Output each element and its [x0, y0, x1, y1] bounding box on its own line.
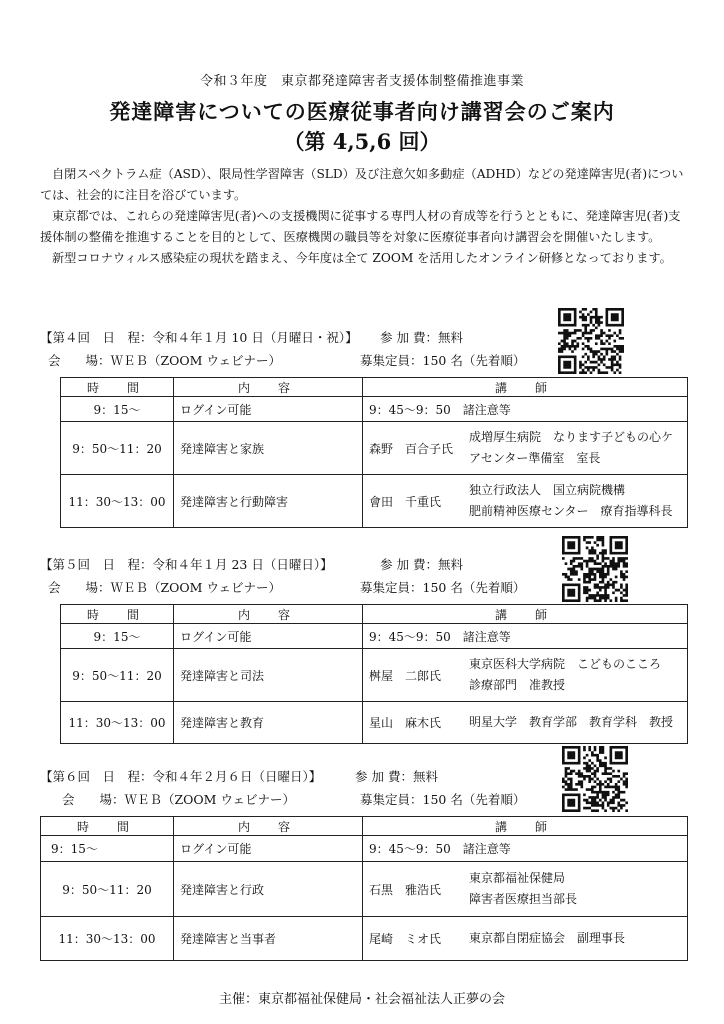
content-cell: 発達障害と行政 — [174, 862, 363, 917]
speaker-name: 石黒 雅浩氏 — [369, 882, 442, 897]
speaker-cell — [363, 649, 688, 702]
speaker-affiliation: 東京都自閉症協会 副理事長 — [469, 931, 626, 945]
speaker-name: 星山 麻木氏 — [369, 716, 442, 730]
time-cell: 9：15～ — [61, 397, 174, 422]
speaker-header: 講 師 — [363, 817, 688, 836]
speaker-cell: 9：45～9：50 諸注意等 — [363, 397, 688, 422]
capacity-label: 募集定員：150 名（先着順） — [360, 580, 526, 595]
intro-paragraph: 新型コロナウィルス感染症の現状を踏まえ、今年度は全て ZOOM を活用したオンライン研修となっております。 — [52, 251, 672, 265]
speaker-affiliation: 明星大学 教育学部 教育学科 教授 — [469, 715, 674, 729]
time-header: 時 間 — [61, 605, 174, 624]
speaker-cell — [363, 917, 688, 961]
speaker-name: 尾崎 ミオ氏 — [369, 932, 442, 946]
table-row — [41, 836, 688, 862]
venue-label: 会 場：ＷＥＢ（ZOOM ウェビナー） — [48, 353, 281, 368]
speaker-cell: 9：45～9：50 諸注意等 — [363, 624, 688, 649]
time-cell: 11：30～13：00 — [61, 702, 174, 744]
schedule-table — [60, 377, 688, 528]
speaker-cell — [363, 422, 688, 475]
speaker-affiliation: 独立行政法人 国立病院機構 肥前精神医療センター 療育指導科長 — [469, 483, 673, 518]
session-heading: 【第６回 日 程：令和４年２月６日（日曜日）】 — [40, 769, 322, 784]
time-cell: 9：50～11：20 — [61, 649, 174, 702]
content-cell: 発達障害と行動障害 — [174, 475, 363, 528]
organizer-footer: 主催：東京都福祉保健局・社会福祉法人正夢の会 — [218, 992, 505, 1007]
content-cell: 発達障害と司法 — [174, 649, 363, 702]
time-cell: 9：50～11：20 — [61, 422, 174, 475]
content-header: 内 容 — [174, 378, 363, 397]
table-row — [61, 702, 688, 744]
capacity-label: 募集定員：150 名（先着順） — [360, 792, 526, 807]
table-row — [61, 422, 688, 475]
venue-label: 会 場：ＷＥＢ（ZOOM ウェビナー） — [62, 792, 295, 807]
fee-label: 参 加 費：無料 — [380, 330, 463, 345]
table-row — [61, 397, 688, 422]
speaker-name: 森野 百合子氏 — [369, 441, 454, 456]
table-row — [61, 475, 688, 528]
time-cell: 11：30～13：00 — [61, 475, 174, 528]
table-row — [41, 862, 688, 917]
capacity-label: 募集定員：150 名（先着順） — [360, 353, 526, 368]
time-cell: 11：30～13：00 — [41, 917, 174, 961]
content-cell: ログイン可能 — [174, 624, 363, 649]
qr-code-icon[interactable] — [562, 746, 628, 812]
qr-code-icon[interactable] — [562, 536, 628, 602]
speaker-header: 講 師 — [363, 378, 688, 397]
qr-code-icon[interactable] — [558, 308, 624, 374]
session-heading: 【第４回 日 程：令和４年１月 10 日（月曜日・祝）】 — [40, 330, 358, 345]
content-cell: 発達障害と家族 — [174, 422, 363, 475]
intro-paragraph: 東京都では、これらの発達障害児(者)への支援機関に従事する専門人材の育成等を行うとともに、発達障害児(者)支援体制の整備を推進することを目的として、医療機関の職員等を対象に医療従事者向け講習会を開催いたします。 — [40, 209, 681, 244]
time-header: 時 間 — [61, 378, 174, 397]
speaker-cell — [363, 702, 688, 744]
table-row — [41, 917, 688, 961]
speaker-cell — [363, 862, 688, 917]
speaker-name: 會田 千重氏 — [369, 494, 442, 509]
table-header-row — [61, 378, 688, 397]
speaker-affiliation: 成増厚生病院 なります子どもの心ケ アセンター準備室 室長 — [469, 430, 674, 465]
time-cell: 9：15～ — [61, 624, 174, 649]
speaker-cell: 9：45～9：50 諸注意等 — [363, 836, 688, 862]
venue-label: 会 場：ＷＥＢ（ZOOM ウェビナー） — [48, 580, 281, 595]
content-cell: 発達障害と教育 — [174, 702, 363, 744]
speaker-cell — [363, 475, 688, 528]
table-row — [61, 649, 688, 702]
content-header: 内 容 — [174, 605, 363, 624]
table-header-row — [61, 605, 688, 624]
session-heading: 【第５回 日 程：令和４年１月 23 日（日曜日）】 — [40, 557, 333, 572]
fee-label: 参 加 費：無料 — [380, 557, 463, 572]
speaker-affiliation: 東京医科大学病院 こどものこころ 診療部門 准教授 — [469, 657, 662, 692]
project-subtitle: 令和３年度 東京都発達障害者支援体制整備推進事業 — [199, 74, 524, 89]
content-cell: ログイン可能 — [174, 836, 363, 862]
content-header: 内 容 — [174, 817, 363, 836]
time-cell: 9：50～11：20 — [41, 862, 174, 917]
schedule-table — [60, 604, 688, 744]
fee-label: 参 加 費：無料 — [355, 769, 438, 784]
content-cell: 発達障害と当事者 — [174, 917, 363, 961]
time-cell: 9：15～ — [41, 836, 174, 862]
table-row — [61, 624, 688, 649]
speaker-affiliation: 東京都福祉保健局 障害者医療担当部長 — [469, 871, 578, 906]
intro-paragraph: 自閉スペクトラム症（ASD）、限局性学習障害（SLD）及び注意欠如多動症（ADHD）などの発達障害児(者)については、社会的に注目を浴びています。 — [40, 167, 684, 202]
page-title: 発達障害についての医療従事者向け講習会のご案内 — [109, 99, 615, 124]
schedule-table — [40, 816, 688, 961]
content-cell: ログイン可能 — [174, 397, 363, 422]
speaker-header: 講 師 — [363, 605, 688, 624]
table-header-row — [41, 817, 688, 836]
speaker-name: 桝屋 二郎氏 — [369, 668, 442, 683]
intro-text — [40, 164, 690, 269]
session-numbers: （第 4,5,6 回） — [283, 129, 441, 154]
time-header: 時 間 — [41, 817, 174, 836]
